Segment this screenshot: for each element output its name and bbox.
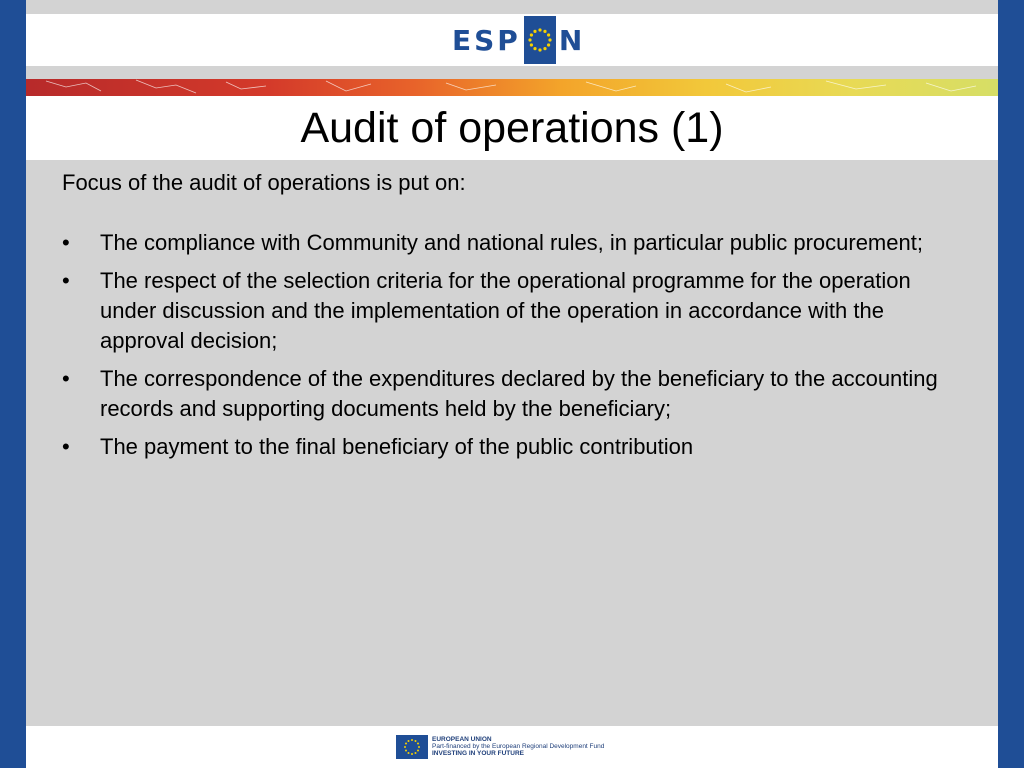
intro-text: Focus of the audit of operations is put on:: [62, 170, 466, 195]
bullet-list: [62, 228, 962, 462]
bullet-icon: •: [62, 268, 70, 293]
list-item: [62, 266, 962, 356]
left-border-bar: [0, 0, 26, 768]
eu-line-1: EUROPEAN UNION: [432, 736, 492, 743]
map-strip-decoration: [26, 79, 998, 96]
list-item: [62, 364, 962, 424]
bullet-icon: •: [62, 230, 70, 255]
list-item: [62, 228, 962, 258]
bullet-icon: •: [62, 434, 70, 459]
list-item: [62, 432, 962, 462]
bullet-icon: •: [62, 366, 70, 391]
eu-flag-icon: [396, 735, 428, 759]
eu-stars-icon: [524, 16, 556, 64]
bullet-text: The correspondence of the expenditures declared by the beneficiary to the accounting records and supporting documents held by the beneficiary;: [100, 366, 938, 421]
gap-band: [26, 66, 998, 79]
right-border-bar: [998, 0, 1024, 768]
logo-text-left: ESP: [452, 23, 521, 57]
eu-line-3: INVESTING IN YOUR FUTURE: [432, 750, 524, 757]
eu-line-2: Part-financed by the European Regional Development Fund: [432, 743, 605, 750]
bullet-text: The compliance with Community and national rules, in particular public procurement;: [100, 230, 923, 255]
slide-title: Audit of operations (1): [300, 104, 724, 152]
top-strip: [26, 0, 998, 14]
bullet-text: The respect of the selection criteria for the operational programme for the operation under discussion and the implementation of the operation in accordance with the approval decision;: [100, 268, 911, 353]
bullet-text: The payment to the final beneficiary of the public contribution: [100, 434, 694, 459]
slide-body: [62, 168, 962, 470]
espon-logo: [452, 14, 585, 66]
logo-text-right: N: [558, 23, 586, 57]
eu-funding-notice: [432, 736, 604, 757]
